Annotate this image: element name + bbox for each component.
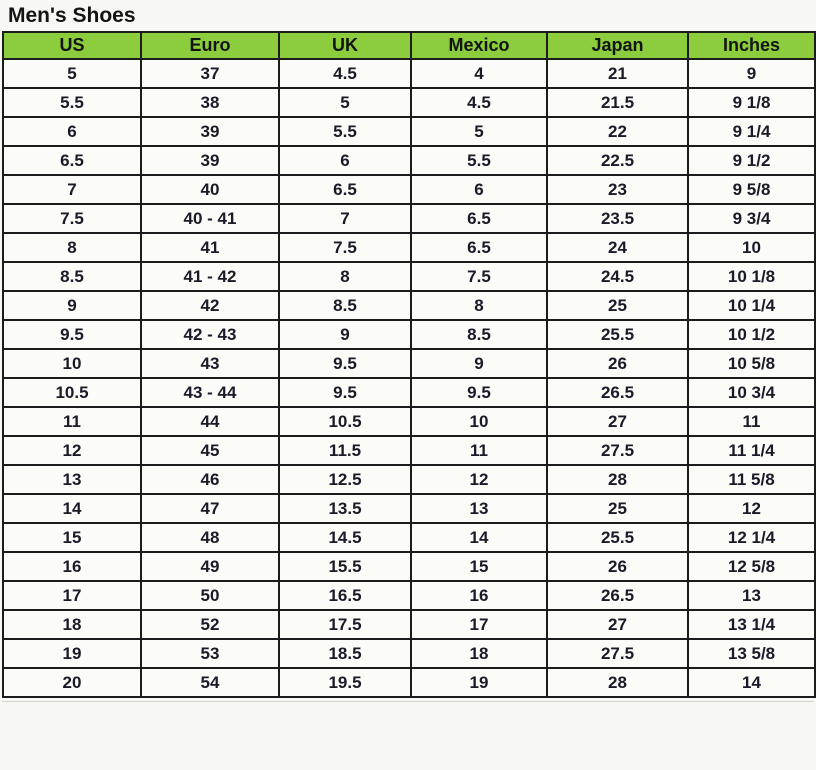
table-cell: 21.5	[547, 88, 688, 117]
table-cell: 4.5	[279, 59, 411, 88]
table-cell: 21	[547, 59, 688, 88]
table-cell: 12 5/8	[688, 552, 815, 581]
table-cell: 9 5/8	[688, 175, 815, 204]
table-cell: 14	[411, 523, 547, 552]
table-cell: 5	[3, 59, 141, 88]
table-cell: 26.5	[547, 378, 688, 407]
table-cell: 7	[3, 175, 141, 204]
table-cell: 11.5	[279, 436, 411, 465]
table-cell: 19	[3, 639, 141, 668]
table-cell: 27	[547, 610, 688, 639]
table-cell: 7.5	[279, 233, 411, 262]
column-header-mexico: Mexico	[411, 32, 547, 59]
table-row	[3, 320, 815, 349]
table-cell: 14.5	[279, 523, 411, 552]
table-cell: 6.5	[279, 175, 411, 204]
table-cell: 28	[547, 465, 688, 494]
table-cell: 49	[141, 552, 279, 581]
table-cell: 12 1/4	[688, 523, 815, 552]
table-body	[3, 59, 815, 697]
table-cell: 50	[141, 581, 279, 610]
table-cell: 12.5	[279, 465, 411, 494]
table-cell: 13 5/8	[688, 639, 815, 668]
table-row	[3, 291, 815, 320]
table-cell: 25.5	[547, 523, 688, 552]
table-row	[3, 146, 815, 175]
table-cell: 11 1/4	[688, 436, 815, 465]
table-cell: 41	[141, 233, 279, 262]
table-cell: 9.5	[279, 349, 411, 378]
table-cell: 24	[547, 233, 688, 262]
table-cell: 7.5	[411, 262, 547, 291]
table-cell: 17	[3, 581, 141, 610]
table-cell: 17	[411, 610, 547, 639]
table-cell: 45	[141, 436, 279, 465]
table-cell: 25.5	[547, 320, 688, 349]
table-cell: 6	[411, 175, 547, 204]
table-cell: 26.5	[547, 581, 688, 610]
table-cell: 6.5	[411, 204, 547, 233]
table-cell: 40	[141, 175, 279, 204]
table-cell: 46	[141, 465, 279, 494]
table-cell: 40 - 41	[141, 204, 279, 233]
table-cell: 42 - 43	[141, 320, 279, 349]
table-cell: 22.5	[547, 146, 688, 175]
table-cell: 9	[279, 320, 411, 349]
table-row	[3, 465, 815, 494]
table-cell: 10 3/4	[688, 378, 815, 407]
table-cell: 27	[547, 407, 688, 436]
table-cell: 10 1/8	[688, 262, 815, 291]
table-row	[3, 581, 815, 610]
table-cell: 8.5	[411, 320, 547, 349]
table-cell: 10 1/4	[688, 291, 815, 320]
table-cell: 12	[688, 494, 815, 523]
table-cell: 8	[3, 233, 141, 262]
table-cell: 15	[3, 523, 141, 552]
table-row	[3, 523, 815, 552]
table-cell: 16.5	[279, 581, 411, 610]
table-cell: 43	[141, 349, 279, 378]
table-cell: 9	[688, 59, 815, 88]
table-row	[3, 378, 815, 407]
table-cell: 27.5	[547, 436, 688, 465]
table-row	[3, 59, 815, 88]
table-cell: 13	[3, 465, 141, 494]
table-row	[3, 88, 815, 117]
shoe-size-conversion-table	[2, 31, 816, 698]
table-cell: 52	[141, 610, 279, 639]
table-cell: 12	[411, 465, 547, 494]
table-cell: 6	[279, 146, 411, 175]
table-cell: 15.5	[279, 552, 411, 581]
table-row	[3, 436, 815, 465]
table-cell: 9	[3, 291, 141, 320]
table-cell: 10 5/8	[688, 349, 815, 378]
table-cell: 9	[411, 349, 547, 378]
table-cell: 16	[3, 552, 141, 581]
table-cell: 44	[141, 407, 279, 436]
column-header-inches: Inches	[688, 32, 815, 59]
table-cell: 5.5	[3, 88, 141, 117]
page-title: Men's Shoes	[8, 4, 136, 27]
table-cell: 10	[411, 407, 547, 436]
table-cell: 23.5	[547, 204, 688, 233]
table-row	[3, 175, 815, 204]
table-cell: 11	[688, 407, 815, 436]
table-row	[3, 610, 815, 639]
table-row	[3, 552, 815, 581]
table-cell: 13.5	[279, 494, 411, 523]
table-cell: 18.5	[279, 639, 411, 668]
table-row	[3, 668, 815, 697]
table-cell: 41 - 42	[141, 262, 279, 291]
table-row	[3, 233, 815, 262]
table-cell: 54	[141, 668, 279, 697]
table-cell: 13	[688, 581, 815, 610]
table-cell: 39	[141, 117, 279, 146]
table-cell: 10 1/2	[688, 320, 815, 349]
table-cell: 6	[3, 117, 141, 146]
table-cell: 7	[279, 204, 411, 233]
table-cell: 19.5	[279, 668, 411, 697]
table-cell: 18	[3, 610, 141, 639]
table-row	[3, 117, 815, 146]
column-header-uk: UK	[279, 32, 411, 59]
table-cell: 23	[547, 175, 688, 204]
table-cell: 8	[411, 291, 547, 320]
table-cell: 25	[547, 494, 688, 523]
table-cell: 28	[547, 668, 688, 697]
table-cell: 48	[141, 523, 279, 552]
table-cell: 47	[141, 494, 279, 523]
table-row	[3, 639, 815, 668]
table-row	[3, 262, 815, 291]
table-cell: 10.5	[3, 378, 141, 407]
table-cell: 17.5	[279, 610, 411, 639]
table-cell: 9.5	[411, 378, 547, 407]
table-cell: 6.5	[411, 233, 547, 262]
table-cell: 42	[141, 291, 279, 320]
table-cell: 13	[411, 494, 547, 523]
table-cell: 25	[547, 291, 688, 320]
table-cell: 9 1/4	[688, 117, 815, 146]
table-cell: 5	[411, 117, 547, 146]
table-cell: 20	[3, 668, 141, 697]
table-cell: 4.5	[411, 88, 547, 117]
table-row	[3, 494, 815, 523]
table-cell: 22	[547, 117, 688, 146]
table-cell: 11	[411, 436, 547, 465]
column-header-euro: Euro	[141, 32, 279, 59]
table-cell: 19	[411, 668, 547, 697]
table-cell: 24.5	[547, 262, 688, 291]
table-cell: 26	[547, 552, 688, 581]
table-row	[3, 349, 815, 378]
table-cell: 11	[3, 407, 141, 436]
table-cell: 11 5/8	[688, 465, 815, 494]
table-cell: 7.5	[3, 204, 141, 233]
table-cell: 8	[279, 262, 411, 291]
column-header-us: US	[3, 32, 141, 59]
table-cell: 15	[411, 552, 547, 581]
table-cell: 14	[688, 668, 815, 697]
table-cell: 8.5	[3, 262, 141, 291]
column-header-japan: Japan	[547, 32, 688, 59]
table-cell: 13 1/4	[688, 610, 815, 639]
table-cell: 9 1/2	[688, 146, 815, 175]
table-cell: 53	[141, 639, 279, 668]
table-row	[3, 407, 815, 436]
table-cell: 5.5	[279, 117, 411, 146]
table-cell: 16	[411, 581, 547, 610]
table-cell: 5	[279, 88, 411, 117]
table-cell: 38	[141, 88, 279, 117]
table-row	[3, 204, 815, 233]
table-cell: 9 3/4	[688, 204, 815, 233]
table-cell: 18	[411, 639, 547, 668]
table-cell: 8.5	[279, 291, 411, 320]
table-cell: 9 1/8	[688, 88, 815, 117]
table-cell: 4	[411, 59, 547, 88]
table-header-row	[3, 32, 815, 59]
table-cell: 9.5	[279, 378, 411, 407]
table-cell: 9.5	[3, 320, 141, 349]
table-cell: 37	[141, 59, 279, 88]
table-cell: 26	[547, 349, 688, 378]
table-cell: 5.5	[411, 146, 547, 175]
table-cell: 10	[3, 349, 141, 378]
table-bottom-divider	[2, 701, 814, 702]
table-cell: 12	[3, 436, 141, 465]
table-cell: 6.5	[3, 146, 141, 175]
table-cell: 10.5	[279, 407, 411, 436]
table-cell: 10	[688, 233, 815, 262]
table-cell: 39	[141, 146, 279, 175]
table-cell: 43 - 44	[141, 378, 279, 407]
table-cell: 14	[3, 494, 141, 523]
table-cell: 27.5	[547, 639, 688, 668]
